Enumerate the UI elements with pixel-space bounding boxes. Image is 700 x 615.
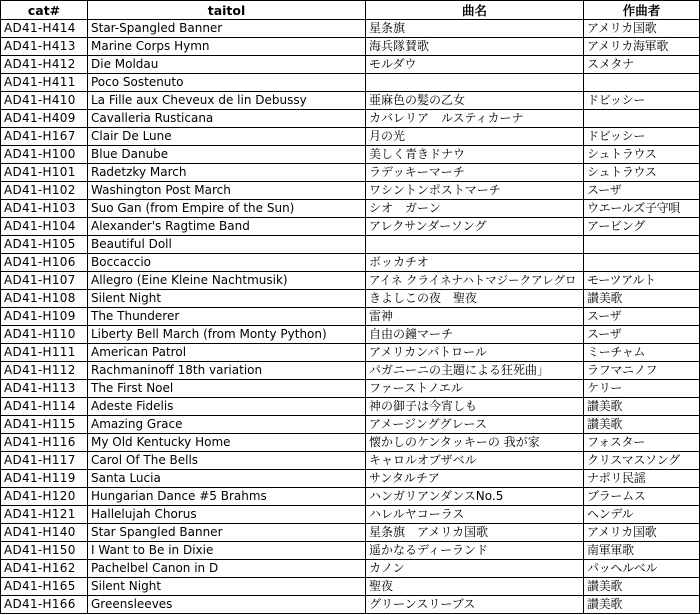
composer-cell: シュトラウス bbox=[584, 146, 700, 164]
song-name-cell: 懐かしのケンタッキーの 我が家 bbox=[366, 434, 584, 452]
song-name-cell: アイネ クライネナハトマジークアレグロ bbox=[366, 272, 584, 290]
composer-cell: パッヘルベル bbox=[584, 560, 700, 578]
composer-cell: モーツアルト bbox=[584, 272, 700, 290]
composer-cell: ヘンデル bbox=[584, 506, 700, 524]
song-name-cell: ファーストノエル bbox=[366, 380, 584, 398]
title-cell: Hallelujah Chorus bbox=[88, 506, 366, 524]
cat-number-cell: AD41-H167 bbox=[1, 128, 88, 146]
cat-number-cell: AD41-H104 bbox=[1, 218, 88, 236]
title-cell: Washington Post March bbox=[88, 182, 366, 200]
composer-cell: ブラームス bbox=[584, 488, 700, 506]
song-name-cell: 月の光 bbox=[366, 128, 584, 146]
table-row bbox=[1, 164, 700, 182]
cat-number-cell: AD41-H102 bbox=[1, 182, 88, 200]
cat-number-cell: AD41-H116 bbox=[1, 434, 88, 452]
composer-cell: アメリカ国歌 bbox=[584, 20, 700, 38]
cat-number-cell: AD41-H107 bbox=[1, 272, 88, 290]
title-cell: Boccaccio bbox=[88, 254, 366, 272]
song-name-cell: グリーンスリーブス bbox=[366, 596, 584, 614]
song-name-cell: 神の御子は今宵しも bbox=[366, 398, 584, 416]
song-name-cell: ボッカチオ bbox=[366, 254, 584, 272]
song-name-cell: アメリカンパトロール bbox=[366, 344, 584, 362]
song-name-cell: アメージンググレース bbox=[366, 416, 584, 434]
cat-number-cell: AD41-H412 bbox=[1, 56, 88, 74]
cat-number-cell: AD41-H166 bbox=[1, 596, 88, 614]
table-row bbox=[1, 308, 700, 326]
song-name-cell: ラデッキーマーチ bbox=[366, 164, 584, 182]
title-cell: Amazing Grace bbox=[88, 416, 366, 434]
table-row bbox=[1, 542, 700, 560]
table-row bbox=[1, 38, 700, 56]
title-cell: I Want to Be in Dixie bbox=[88, 542, 366, 560]
song-name-cell bbox=[366, 236, 584, 254]
table-row bbox=[1, 146, 700, 164]
title-cell: Star-Spangled Banner bbox=[88, 20, 366, 38]
table-row bbox=[1, 362, 700, 380]
song-name-cell: アレクサンダーソング bbox=[366, 218, 584, 236]
cat-number-cell: AD41-H165 bbox=[1, 578, 88, 596]
cat-number-cell: AD41-H162 bbox=[1, 560, 88, 578]
composer-cell: 讃美歌 bbox=[584, 398, 700, 416]
cat-number-cell: AD41-H411 bbox=[1, 74, 88, 92]
composer-cell bbox=[584, 74, 700, 92]
table-row bbox=[1, 200, 700, 218]
table-row bbox=[1, 524, 700, 542]
song-name-cell: 星条旗 アメリカ国歌 bbox=[366, 524, 584, 542]
cat-number-cell: AD41-H120 bbox=[1, 488, 88, 506]
title-cell: American Patrol bbox=[88, 344, 366, 362]
cat-number-cell: AD41-H115 bbox=[1, 416, 88, 434]
composer-cell: フォスター bbox=[584, 434, 700, 452]
title-cell: Star Spangled Banner bbox=[88, 524, 366, 542]
composer-cell: ラフマニノフ bbox=[584, 362, 700, 380]
cat-number-cell: AD41-H112 bbox=[1, 362, 88, 380]
title-cell: Silent Night bbox=[88, 578, 366, 596]
title-cell: La Fille aux Cheveux de lin Debussy bbox=[88, 92, 366, 110]
table-row bbox=[1, 236, 700, 254]
table-row bbox=[1, 74, 700, 92]
cat-number-cell: AD41-H113 bbox=[1, 380, 88, 398]
title-cell: Clair De Lune bbox=[88, 128, 366, 146]
title-cell: Silent Night bbox=[88, 290, 366, 308]
table-row bbox=[1, 20, 700, 38]
cat-number-cell: AD41-H111 bbox=[1, 344, 88, 362]
song-name-cell: 雷神 bbox=[366, 308, 584, 326]
song-name-cell: 美しく青きドナウ bbox=[366, 146, 584, 164]
cat-number-cell: AD41-H121 bbox=[1, 506, 88, 524]
composer-cell: スーザ bbox=[584, 326, 700, 344]
title-cell: Beautiful Doll bbox=[88, 236, 366, 254]
song-name-cell: サンタルチア bbox=[366, 470, 584, 488]
title-cell: Adeste Fidelis bbox=[88, 398, 366, 416]
table-row bbox=[1, 560, 700, 578]
cat-number-cell: AD41-H101 bbox=[1, 164, 88, 182]
composer-cell: ナポリ民謡 bbox=[584, 470, 700, 488]
title-cell: Liberty Bell March (from Monty Python) bbox=[88, 326, 366, 344]
title-cell: Greensleeves bbox=[88, 596, 366, 614]
song-name-cell bbox=[366, 74, 584, 92]
title-cell: Suo Gan (from Empire of the Sun) bbox=[88, 200, 366, 218]
composer-cell: シュトラウス bbox=[584, 164, 700, 182]
title-cell: Pachelbel Canon in D bbox=[88, 560, 366, 578]
song-name-cell: 聖夜 bbox=[366, 578, 584, 596]
composer-cell: スメタナ bbox=[584, 56, 700, 74]
table-row bbox=[1, 452, 700, 470]
table-row bbox=[1, 56, 700, 74]
cat-number-cell: AD41-H110 bbox=[1, 326, 88, 344]
cat-number-cell: AD41-H100 bbox=[1, 146, 88, 164]
song-name-cell: カノン bbox=[366, 560, 584, 578]
composer-cell: 讃美歌 bbox=[584, 578, 700, 596]
cat-number-cell: AD41-H108 bbox=[1, 290, 88, 308]
title-cell: Carol Of The Bells bbox=[88, 452, 366, 470]
title-cell: Blue Danube bbox=[88, 146, 366, 164]
cat-number-cell: AD41-H414 bbox=[1, 20, 88, 38]
cat-number-cell: AD41-H103 bbox=[1, 200, 88, 218]
cat-number-cell: AD41-H119 bbox=[1, 470, 88, 488]
title-cell: Die Moldau bbox=[88, 56, 366, 74]
table-row bbox=[1, 416, 700, 434]
song-name-cell: 海兵隊賛歌 bbox=[366, 38, 584, 56]
header-title: taitol bbox=[88, 1, 366, 20]
song-name-cell: キャロルオブザベル bbox=[366, 452, 584, 470]
table-body bbox=[1, 20, 700, 614]
composer-cell: ミーチャム bbox=[584, 344, 700, 362]
table-row bbox=[1, 182, 700, 200]
composer-cell: ドビッシー bbox=[584, 92, 700, 110]
composer-cell: ケリー bbox=[584, 380, 700, 398]
cat-number-cell: AD41-H114 bbox=[1, 398, 88, 416]
table-row bbox=[1, 470, 700, 488]
composer-cell: アメリカ海軍歌 bbox=[584, 38, 700, 56]
title-cell: Allegro (Eine Kleine Nachtmusik) bbox=[88, 272, 366, 290]
cat-number-cell: AD41-H106 bbox=[1, 254, 88, 272]
composer-cell: 讃美歌 bbox=[584, 596, 700, 614]
composer-cell: 南軍軍歌 bbox=[584, 542, 700, 560]
song-name-cell: ハンガリアンダンスNo.5 bbox=[366, 488, 584, 506]
table-row bbox=[1, 254, 700, 272]
title-cell: The First Noel bbox=[88, 380, 366, 398]
table-row bbox=[1, 290, 700, 308]
table-row bbox=[1, 434, 700, 452]
song-name-cell: ハレルヤコーラス bbox=[366, 506, 584, 524]
song-name-cell: 自由の鐘マーチ bbox=[366, 326, 584, 344]
title-cell: Rachmaninoff 18th variation bbox=[88, 362, 366, 380]
table-row bbox=[1, 92, 700, 110]
title-cell: My Old Kentucky Home bbox=[88, 434, 366, 452]
composer-cell bbox=[584, 254, 700, 272]
table-row bbox=[1, 380, 700, 398]
cat-number-cell: AD41-H109 bbox=[1, 308, 88, 326]
cat-number-cell: AD41-H140 bbox=[1, 524, 88, 542]
title-cell: Alexander's Ragtime Band bbox=[88, 218, 366, 236]
cat-number-cell: AD41-H413 bbox=[1, 38, 88, 56]
cat-number-cell: AD41-H150 bbox=[1, 542, 88, 560]
table-row bbox=[1, 110, 700, 128]
song-name-cell: カバレリア ルスティカーナ bbox=[366, 110, 584, 128]
song-name-cell: モルダウ bbox=[366, 56, 584, 74]
song-name-cell: 星条旗 bbox=[366, 20, 584, 38]
table-row bbox=[1, 488, 700, 506]
table-row bbox=[1, 344, 700, 362]
header-song: 曲名 bbox=[366, 1, 584, 20]
title-cell: Hungarian Dance #5 Brahms bbox=[88, 488, 366, 506]
title-cell: Cavalleria Rusticana bbox=[88, 110, 366, 128]
cat-number-cell: AD41-H409 bbox=[1, 110, 88, 128]
cat-number-cell: AD41-H105 bbox=[1, 236, 88, 254]
table-row bbox=[1, 506, 700, 524]
song-name-cell: 亜麻色の髪の乙女 bbox=[366, 92, 584, 110]
header-composer: 作曲者 bbox=[584, 1, 700, 20]
title-cell: Radetzky March bbox=[88, 164, 366, 182]
title-cell: Marine Corps Hymn bbox=[88, 38, 366, 56]
header-row bbox=[1, 1, 700, 20]
composer-cell: ウエールズ子守唄 bbox=[584, 200, 700, 218]
song-name-cell: ワシントンポストマーチ bbox=[366, 182, 584, 200]
cat-number-cell: AD41-H117 bbox=[1, 452, 88, 470]
table-row bbox=[1, 398, 700, 416]
title-cell: The Thunderer bbox=[88, 308, 366, 326]
title-cell: Santa Lucia bbox=[88, 470, 366, 488]
table-row bbox=[1, 272, 700, 290]
song-name-cell: シオ ガーン bbox=[366, 200, 584, 218]
composer-cell: 讃美歌 bbox=[584, 290, 700, 308]
song-name-cell: 遥かなるディーランド bbox=[366, 542, 584, 560]
composer-cell: アービング bbox=[584, 218, 700, 236]
title-cell: Poco Sostenuto bbox=[88, 74, 366, 92]
table-row bbox=[1, 578, 700, 596]
composer-cell: スーザ bbox=[584, 308, 700, 326]
composer-cell: クリスマスソング bbox=[584, 452, 700, 470]
cat-number-cell: AD41-H410 bbox=[1, 92, 88, 110]
composer-cell: ドビッシー bbox=[584, 128, 700, 146]
composer-cell: 讃美歌 bbox=[584, 416, 700, 434]
table-row bbox=[1, 596, 700, 614]
composer-cell bbox=[584, 110, 700, 128]
table-row bbox=[1, 128, 700, 146]
table-row bbox=[1, 326, 700, 344]
song-name-cell: パガニーニの主題による狂死曲」 bbox=[366, 362, 584, 380]
header-cat: cat# bbox=[1, 1, 88, 20]
composer-cell bbox=[584, 236, 700, 254]
composer-cell: スーザ bbox=[584, 182, 700, 200]
song-name-cell: きよしこの夜 聖夜 bbox=[366, 290, 584, 308]
composer-cell: アメリカ国歌 bbox=[584, 524, 700, 542]
table-row bbox=[1, 218, 700, 236]
